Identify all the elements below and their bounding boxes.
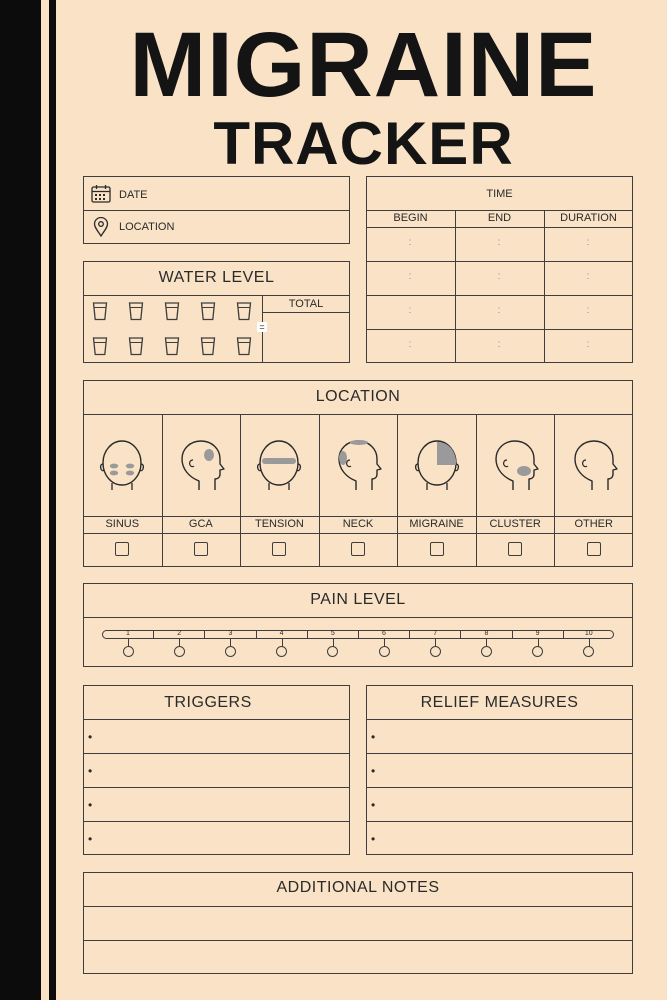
location-type-label-tension: TENSION: [254, 518, 304, 530]
pain-level-3-circle[interactable]: [225, 646, 236, 657]
relief-bullet: •: [371, 832, 376, 846]
water-cup-icon[interactable]: [200, 336, 216, 356]
pain-level-number-5: 5: [330, 630, 335, 637]
gca-head-icon: [169, 427, 233, 503]
location-type-label-other: OTHER: [574, 518, 613, 530]
pain-level-7-circle[interactable]: [430, 646, 441, 657]
other-head-icon: [562, 427, 626, 503]
cluster-checkbox[interactable]: [508, 542, 522, 556]
triggers-bullet: •: [88, 832, 93, 846]
relief-line-1[interactable]: [367, 720, 632, 752]
pain-level-number-4: 4: [279, 630, 284, 637]
neck-head-icon: [326, 427, 390, 503]
water-total-field[interactable]: [263, 313, 349, 362]
triggers-line-1[interactable]: [84, 720, 349, 752]
location-type-label-neck: NECK: [342, 518, 374, 530]
water-level-title: WATER LEVEL: [158, 269, 275, 286]
relief-bullet: •: [371, 730, 376, 744]
triggers-title: TRIGGERS: [164, 694, 252, 711]
neck-checkbox[interactable]: [351, 542, 365, 556]
relief-bullet: •: [371, 764, 376, 778]
title-tracker: TRACKER: [213, 110, 514, 177]
triggers-line-2[interactable]: [84, 754, 349, 786]
water-cup-icon[interactable]: [128, 336, 144, 356]
pain-level-number-6: 6: [382, 630, 386, 637]
pain-level-number-7: 7: [433, 630, 438, 637]
pain-level-6-circle[interactable]: [379, 646, 390, 657]
time-separator: :: [586, 271, 590, 282]
head-location-title: LOCATION: [315, 388, 401, 405]
migraine-head-icon: [405, 427, 469, 503]
notes-line-1[interactable]: [84, 907, 632, 939]
relief-bullet: •: [371, 798, 376, 812]
tension-head-icon: [247, 427, 311, 503]
date-label: DATE: [119, 189, 148, 201]
pain-level-title: PAIN LEVEL: [310, 591, 406, 608]
water-cup-icon[interactable]: [92, 336, 108, 356]
water-cup-icon[interactable]: [92, 301, 108, 321]
pain-level-number-2: 2: [177, 630, 182, 637]
water-equals-sign: =: [257, 322, 267, 332]
pain-level-number-8: 8: [484, 630, 489, 637]
other-checkbox[interactable]: [587, 542, 601, 556]
water-cup-icon[interactable]: [200, 301, 216, 321]
sinus-head-icon: [90, 427, 154, 503]
pain-level-2-circle[interactable]: [174, 646, 185, 657]
time-separator: :: [497, 305, 501, 316]
water-cup-icon[interactable]: [236, 336, 252, 356]
water-cup-icon[interactable]: [164, 301, 180, 321]
triggers-line-4[interactable]: [84, 822, 349, 854]
water-total-label: TOTAL: [288, 298, 324, 310]
relief-line-2[interactable]: [367, 754, 632, 786]
map-pin-icon: [93, 217, 109, 237]
migraine-checkbox[interactable]: [430, 542, 444, 556]
time-separator: :: [408, 271, 412, 282]
location-type-label-migraine: MIGRAINE: [409, 518, 464, 530]
triggers-line-3[interactable]: [84, 788, 349, 820]
time-col-duration: DURATION: [560, 212, 617, 224]
tension-checkbox[interactable]: [272, 542, 286, 556]
pain-level-number-9: 9: [535, 630, 540, 637]
book-spine-bar: [0, 0, 41, 1000]
time-separator: :: [408, 305, 412, 316]
pain-level-number-1: 1: [126, 630, 130, 637]
relief-line-4[interactable]: [367, 822, 632, 854]
time-separator: :: [586, 339, 590, 350]
time-separator: :: [586, 237, 590, 248]
pain-level-number-10: 10: [584, 630, 593, 637]
time-col-begin: BEGIN: [393, 212, 428, 224]
time-separator: :: [408, 339, 412, 350]
location-type-label-cluster: CLUSTER: [489, 518, 541, 530]
calendar-icon: [91, 184, 111, 204]
title-migraine: MIGRAINE: [129, 14, 598, 116]
triggers-bullet: •: [88, 798, 93, 812]
relief-line-3[interactable]: [367, 788, 632, 820]
relief-measures-title: RELIEF MEASURES: [420, 694, 579, 711]
location-type-label-sinus: SINUS: [105, 518, 140, 530]
water-cup-icon[interactable]: [236, 301, 252, 321]
triggers-bullet: •: [88, 764, 93, 778]
time-separator: :: [497, 339, 501, 350]
time-col-end: END: [487, 212, 512, 224]
triggers-bullet: •: [88, 730, 93, 744]
additional-notes-title: ADDITIONAL NOTES: [276, 879, 440, 896]
location-type-label-gca: GCA: [188, 518, 213, 530]
time-separator: :: [586, 305, 590, 316]
pain-level-number-3: 3: [228, 630, 233, 637]
location-label: LOCATION: [119, 221, 175, 233]
time-title: TIME: [486, 188, 513, 200]
cluster-head-icon: [483, 427, 547, 503]
water-cup-icon[interactable]: [128, 301, 144, 321]
book-spine-stripe: [49, 0, 56, 1000]
water-cup-icon[interactable]: [164, 336, 180, 356]
time-separator: :: [408, 237, 412, 248]
notes-line-2[interactable]: [84, 941, 632, 973]
pain-level-1-circle[interactable]: [123, 646, 134, 657]
time-separator: :: [497, 271, 501, 282]
pain-level-8-circle[interactable]: [481, 646, 492, 657]
time-separator: :: [497, 237, 501, 248]
sinus-checkbox[interactable]: [115, 542, 129, 556]
gca-checkbox[interactable]: [194, 542, 208, 556]
